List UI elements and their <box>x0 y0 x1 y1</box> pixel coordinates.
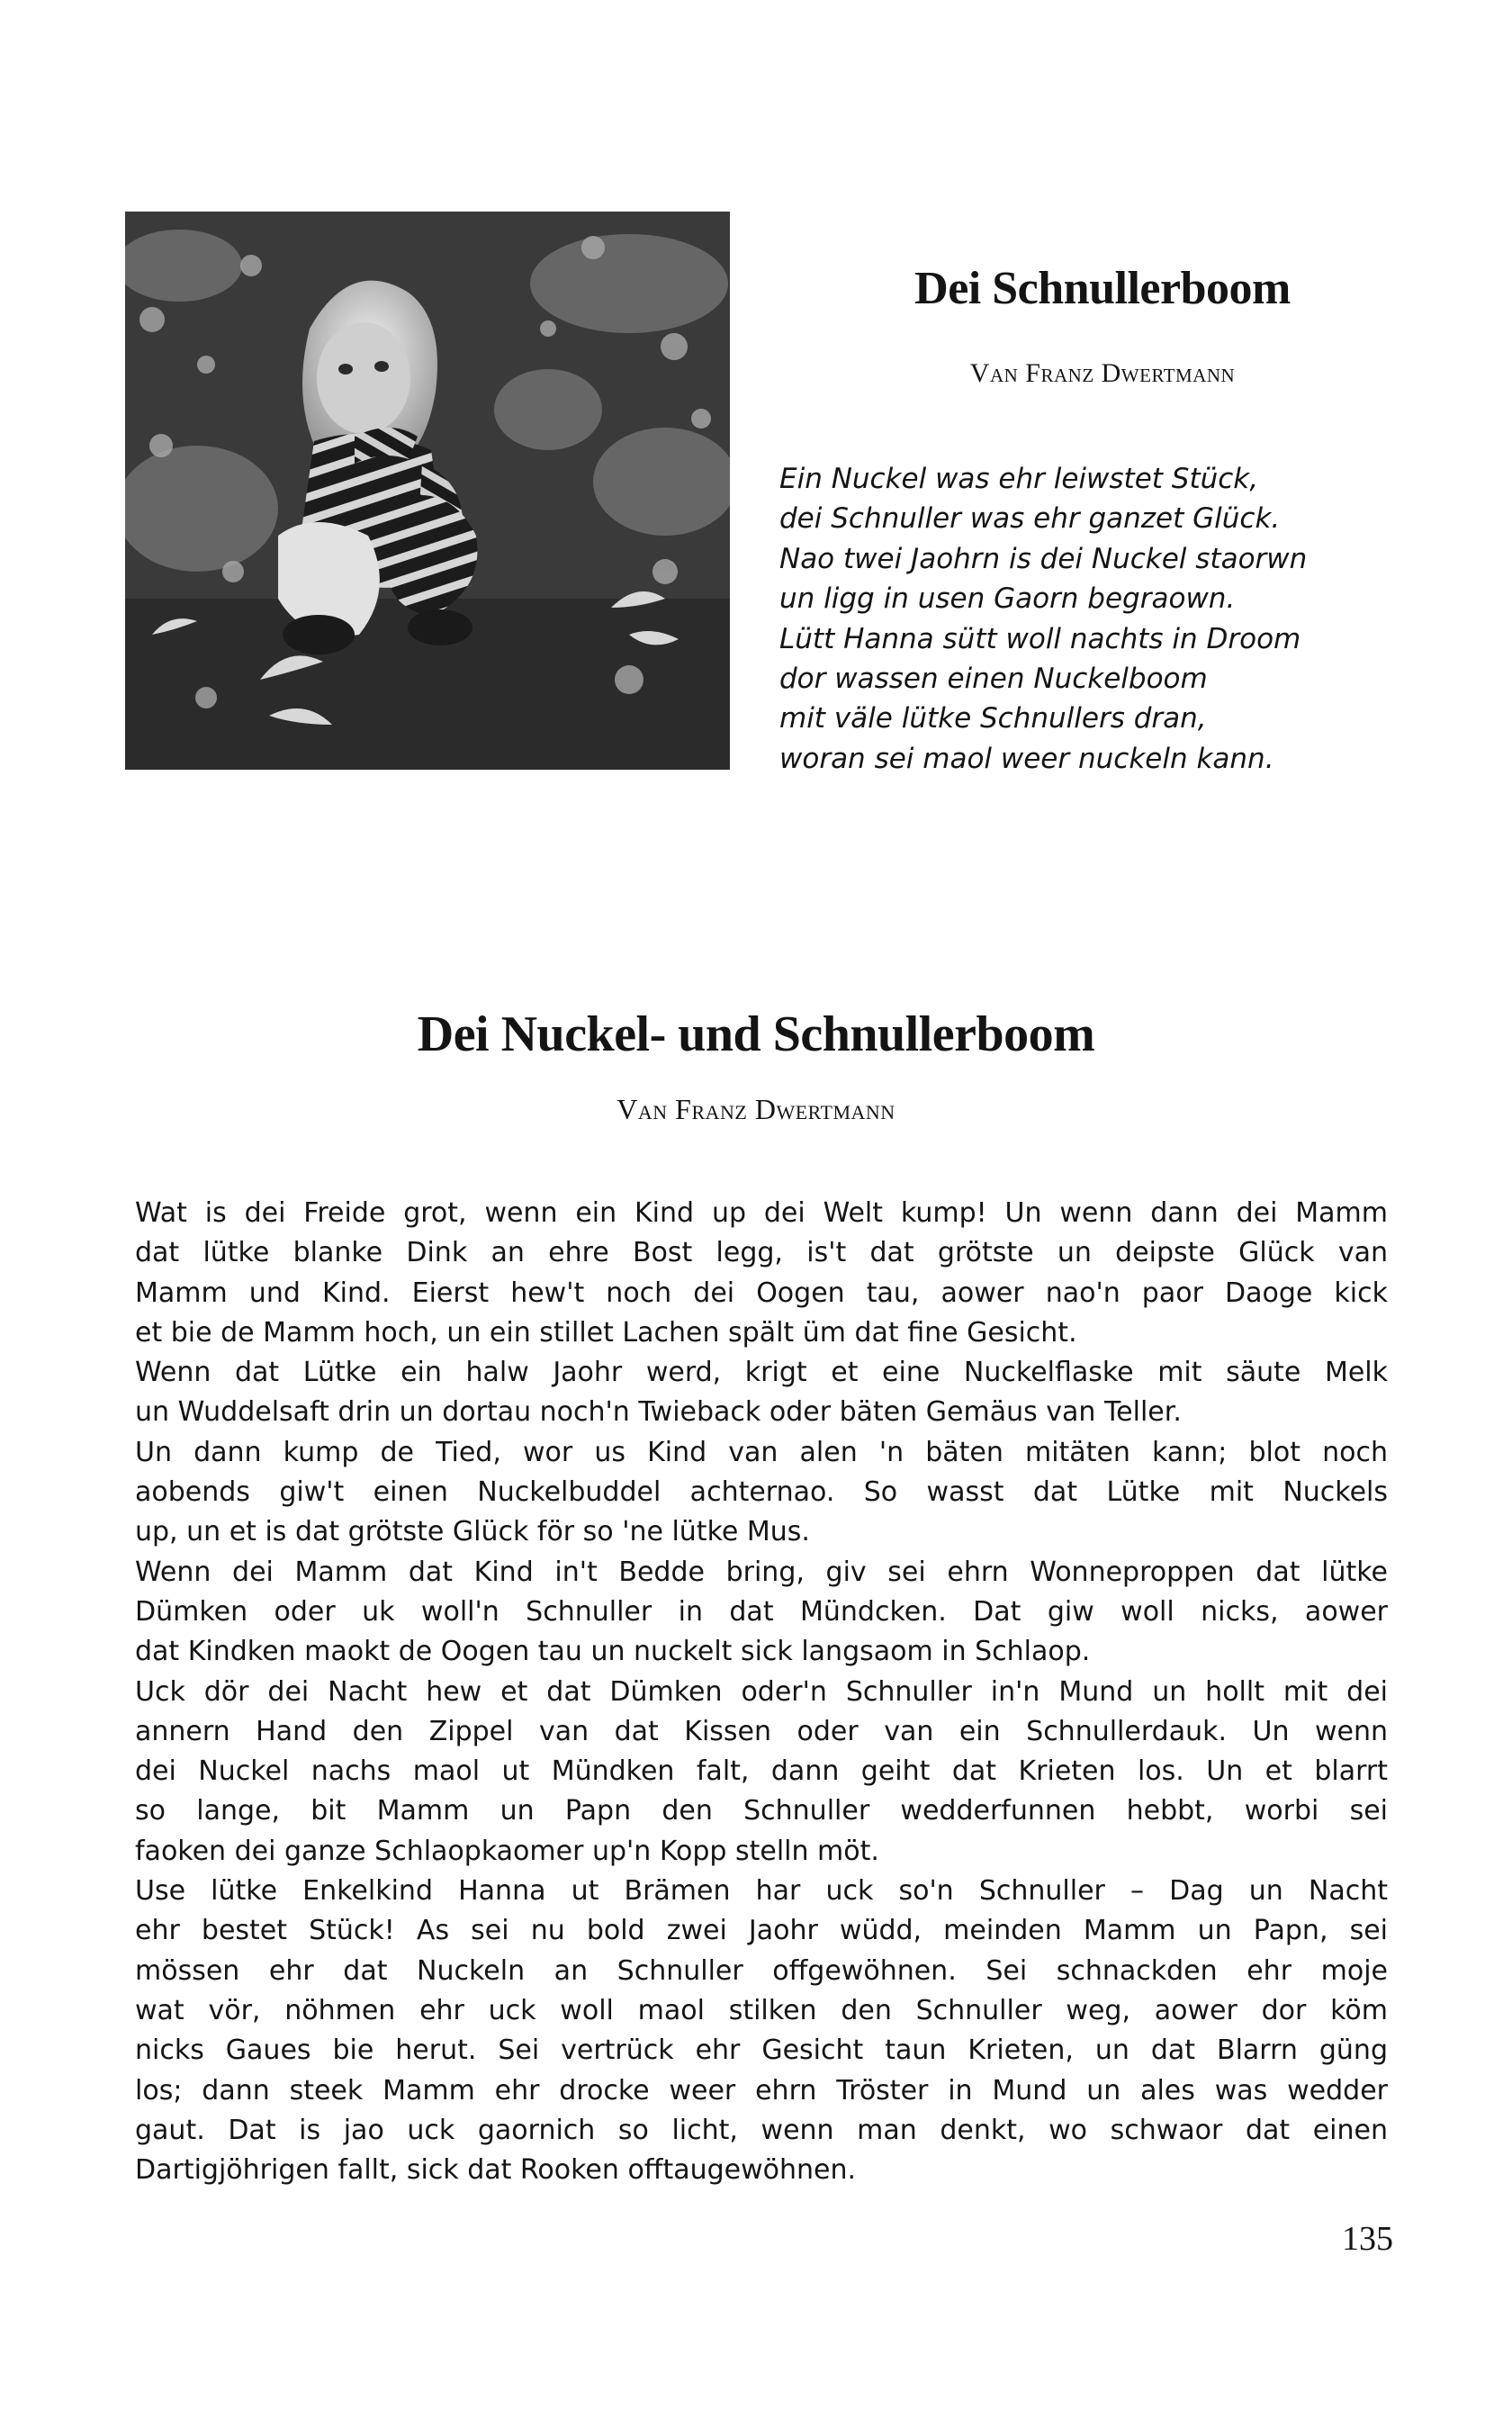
story-text <box>135 1194 1388 2190</box>
story-byline: Van Franz Dwertmann <box>616 1093 896 1125</box>
story-line: Use lütke Enkelkind Hanna ut Brämen har uck so'n Schnuller – Dag un Nacht <box>135 1875 1388 1908</box>
poem-line: woran sei maol weer nuckeln kann. <box>779 742 1274 775</box>
poem-line: dor wassen einen Nuckelboom <box>779 663 1208 696</box>
story-line: Dümken oder uk woll'n Schnuller in dat Mündcken. Dat giw woll nicks, aower <box>135 1595 1388 1628</box>
poem-byline: Van Franz Dwertmann <box>969 358 1236 388</box>
story-line: Dartigjöhrigen fallt, sick dat Rooken offtaugewöhnen. <box>135 2154 857 2187</box>
poem-line: Lütt Hanna sütt woll nachts in Droom <box>779 622 1301 655</box>
poem <box>779 459 1373 779</box>
poem-line: un ligg in usen Gaorn begraown. <box>779 582 1236 616</box>
story-line: Mamm und Kind. Eierst hew't noch dei Oogen tau, aower nao'n paor Daoge kick <box>135 1277 1388 1309</box>
story-line: Uck dör dei Nacht hew et dat Dümken oder'n Schnuller in'n Mund un hollt mit dei <box>135 1675 1388 1708</box>
poem-line: Nao twei Jaohrn is dei Nuckel staorwn <box>779 542 1308 575</box>
story-line: los; dann steek Mamm ehr drocke weer ehrn Tröster in Mund un ales was wedder <box>135 2074 1388 2107</box>
story-title: Dei Nuckel- und Schnullerboom <box>417 1006 1095 1062</box>
story-line: mössen ehr dat Nuckeln an Schnuller offgewöhnen. Sei schnackden ehr moje <box>135 1954 1388 1987</box>
story-line: faoken dei ganze Schlaopkaomer up'n Kopp stelln möt. <box>135 1835 879 1867</box>
story-line: Wenn dat Lütke ein halw Jaohr werd, krigt et eine Nuckelflaske mit säute Melk <box>135 1357 1388 1389</box>
poem-line: mit väle lütke Schnullers dran, <box>779 702 1207 735</box>
story-line: Un dann kump de Tied, wor us Kind van alen 'n bäten mitäten kann; blot noch <box>135 1436 1388 1468</box>
story-line: annern Hand den Zippel van dat Kissen oder van ein Schnullerdauk. Un wenn <box>135 1715 1388 1747</box>
poem-title: Dei Schnullerboom <box>914 263 1291 314</box>
story-line: aobends giw't einen Nuckelbuddel achternao. So wasst dat Lütke mit Nuckels <box>135 1476 1388 1509</box>
story-line: wat vör, nöhmen ehr uck woll maol stilken den Schnuller weg, aower dor köm <box>135 1994 1388 2026</box>
poem-line: dei Schnuller was ehr ganzet Glück. <box>779 502 1281 536</box>
story-line: Wenn dei Mamm dat Kind in't Bedde bring, giv sei ehrn Wonneproppen dat lütke <box>135 1556 1388 1588</box>
story-line: gaut. Dat is jao uck gaornich so licht, wenn man denkt, wo schwaor dat einen <box>135 2114 1388 2146</box>
story-line: so lange, bit Mamm un Papn den Schnuller wedderfunnen hebbt, worbi sei <box>135 1795 1388 1827</box>
story-line: nicks Gaues bie herut. Sei vertrück ehr Gesicht taun Krieten, un dat Blarrn güng <box>135 2035 1388 2067</box>
story-line: un Wuddelsaft drin un dortau noch'n Twieback oder bäten Gemäus van Teller. <box>135 1396 1182 1429</box>
story-line: Wat is dei Freide grot, wenn ein Kind up dei Welt kump! Un wenn dann dei Mamm <box>135 1197 1388 1229</box>
story-line: up, un et is dat grötste Glück för so 'ne lütke Mus. <box>135 1516 810 1548</box>
child-in-garden-photo <box>125 212 730 770</box>
story-line: et bie de Mamm hoch, un ein stillet Lachen spält üm dat fine Gesicht. <box>135 1316 1077 1349</box>
poem-line: Ein Nuckel was ehr leiwstet Stück, <box>779 463 1259 495</box>
story-line: dei Nuckel nachs maol ut Mündken falt, dann geiht dat Krieten los. Un et blarrt <box>135 1755 1388 1788</box>
story-line: dat Kindken maokt de Oogen tau un nuckelt sick langsaom in Schlaop. <box>135 1636 1091 1668</box>
story-line: ehr bestet Stück! As sei nu bold zwei Jaohr wüdd, meinden Mamm un Papn, sei <box>135 1915 1388 1947</box>
story-line: dat lütke blanke Dink an ehre Bost legg, is't dat grötste un deipste Glück van <box>135 1237 1388 1269</box>
page-number: 135 <box>1342 2220 1393 2258</box>
